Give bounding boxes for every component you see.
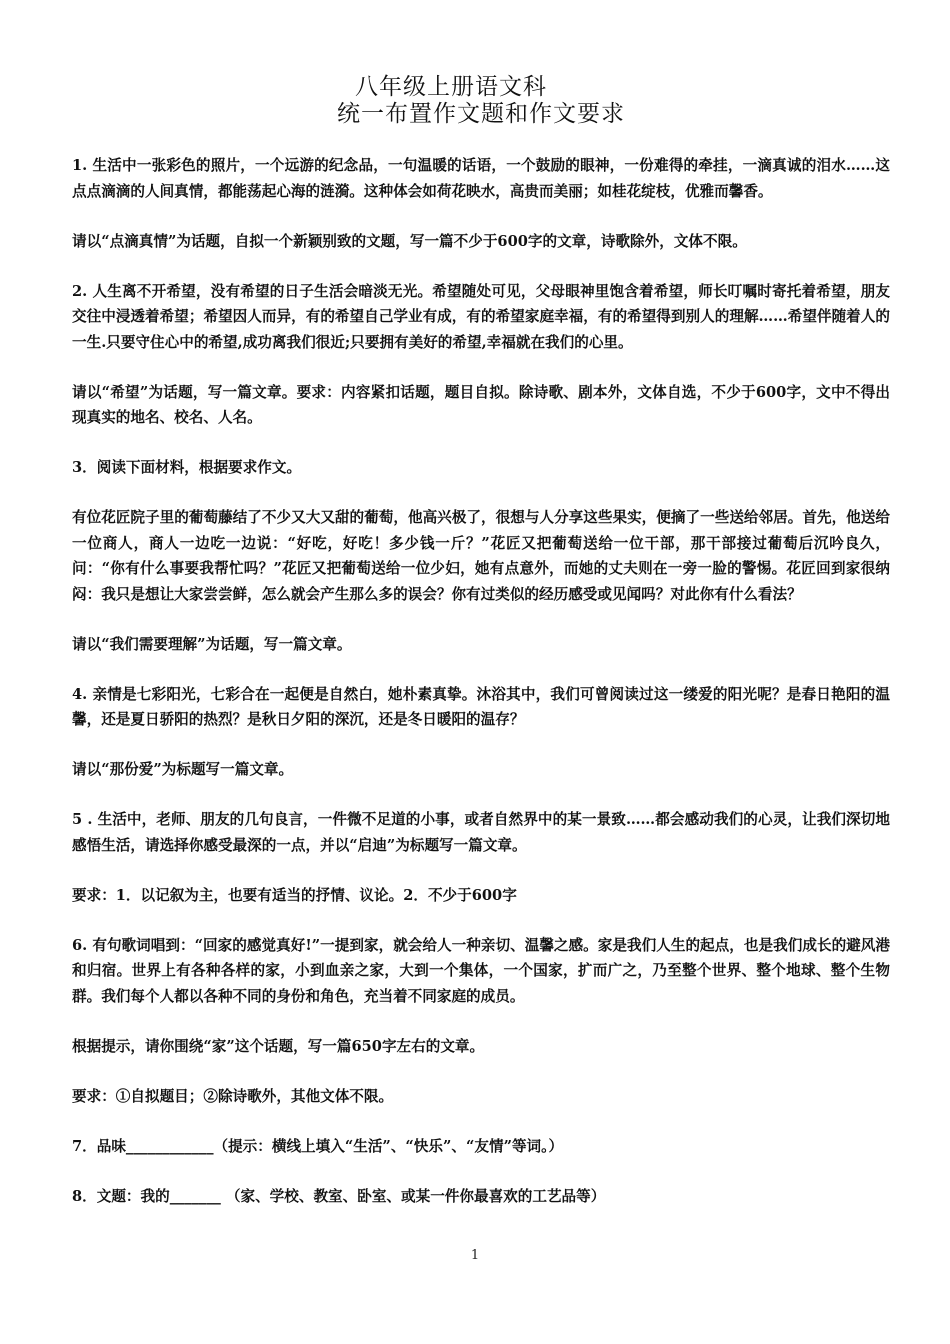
document-title [72,74,890,128]
prompt-5-requirement: 要求：1．以记叙为主，也要有适当的抒情、议论。2．不少于600字 [72,886,517,904]
prompt-3-requirement: 请以“我们需要理解”为话题，写一篇文章。 [72,635,352,653]
title-line-2: 统一布置作文题和作文要求 [337,101,625,127]
prompt-1-material: 1. 生活中一张彩色的照片，一个远游的纪念品，一句温暖的话语，一个鼓励的眼神，一份难得的牵挂，一滴真诚的泪水……这点点滴滴的人间真情，都能荡起心海的涟漪。这种体会如荷花映水，高贵而美丽；如桂花绽枝，优雅而馨香。 [72,157,890,200]
prompt-4-material: 4. 亲情是七彩阳光，七彩合在一起便是自然白，她朴素真挚。沐浴其中，我们可曾阅读过这一缕爱的阳光呢？是春日艳阳的温馨，还是夏日骄阳的热烈？是秋日夕阳的深沉，还是冬日暖阳的温存？ [72,685,890,728]
prompt-6-instruction: 根据提示，请你围绕“家”这个话题，写一篇650字左右的文章。 [72,1037,485,1055]
prompt-2-requirement: 请以“希望”为话题，写一篇文章。要求：内容紧扣话题，题目自拟。除诗歌、剧本外，文体自选，不少于600字，文中不得出现真实的地名、校名、人名。 [72,383,890,426]
prompt-3-material: 有位花匠院子里的葡萄藤结了不少又大又甜的葡萄，他高兴极了，很想与人分享这些果实，便摘了一些送给邻居。首先，他送给一位商人，商人一边吃一边说：“好吃，好吃！多少钱一斤？”花匠又把葡萄送给一位干部，那干部接过葡萄后沉吟良久，问：“你有什么事要我帮忙吗？”花匠又把葡萄送给一位少妇，她有点意外，而她的丈夫则在一旁一脸的警惕。花匠回到家很纳闷：我只是想让大家尝尝鲜，怎么就会产生那么多的误会？你有过类似的经历感受或见闻吗？对此你有什么看法？ [72,509,890,603]
prompt-6-material: 6. 有句歌词唱到：“回家的感觉真好!”一提到家，就会给人一种亲切、温馨之感。家是我们人生的起点，也是我们成长的避风港和归宿。世界上有各种各样的家，小到血亲之家，大到一个集体，一个国家，扩而广之，乃至整个世界、整个地球、整个生物群。我们每个人都以各种不同的身份和角色，充当着不同家庭的成员。 [72,936,890,1005]
title-line-1: 八年级上册语文科 [355,74,547,100]
prompt-6-requirement: 要求：①自拟题目；②除诗歌外，其他文体不限。 [72,1087,394,1105]
document-page [72,74,890,1209]
prompt-4-requirement: 请以“那份爱”为标题写一篇文章。 [72,761,294,778]
prompt-8: 8．文题：我的_______ （家、学校、教室、卧室、或某一件你最喜欢的工艺品等） [72,1187,606,1205]
page-number: 1 [470,1248,480,1263]
prompt-1-requirement: 请以“点滴真情”为话题，自拟一个新颖别致的文题，写一篇不少于600字的文章，诗歌除外，文体不限。 [72,232,747,250]
prompt-7: 7．品味____________（提示：横线上填入“生活”、“快乐”、“友情”等词。） [72,1137,564,1155]
prompt-5-material: 5 . 生活中，老师、朋友的几句良言，一件微不足道的小事，或者自然界中的某一景致……都会感动我们的心灵，让我们深切地感悟生活，请选择你感受最深的一点，并以“启迪”为标题写一篇文章。 [72,811,890,854]
prompt-2-material: 2. 人生离不开希望，没有希望的日子生活会暗淡无光。希望随处可见，父母眼神里饱含着希望，师长叮嘱时寄托着希望，朋友交往中浸透着希望；希望因人而异，有的希望自己学业有成，有的希望家庭幸福，有的希望得到别人的理解……希望伴随着人的一生.只要守住心中的希望,成功离我们很近;只要拥有美好的希望,幸福就在我们的心里。 [72,282,890,351]
prompt-3-heading: 3．阅读下面材料，根据要求作文。 [72,459,302,476]
